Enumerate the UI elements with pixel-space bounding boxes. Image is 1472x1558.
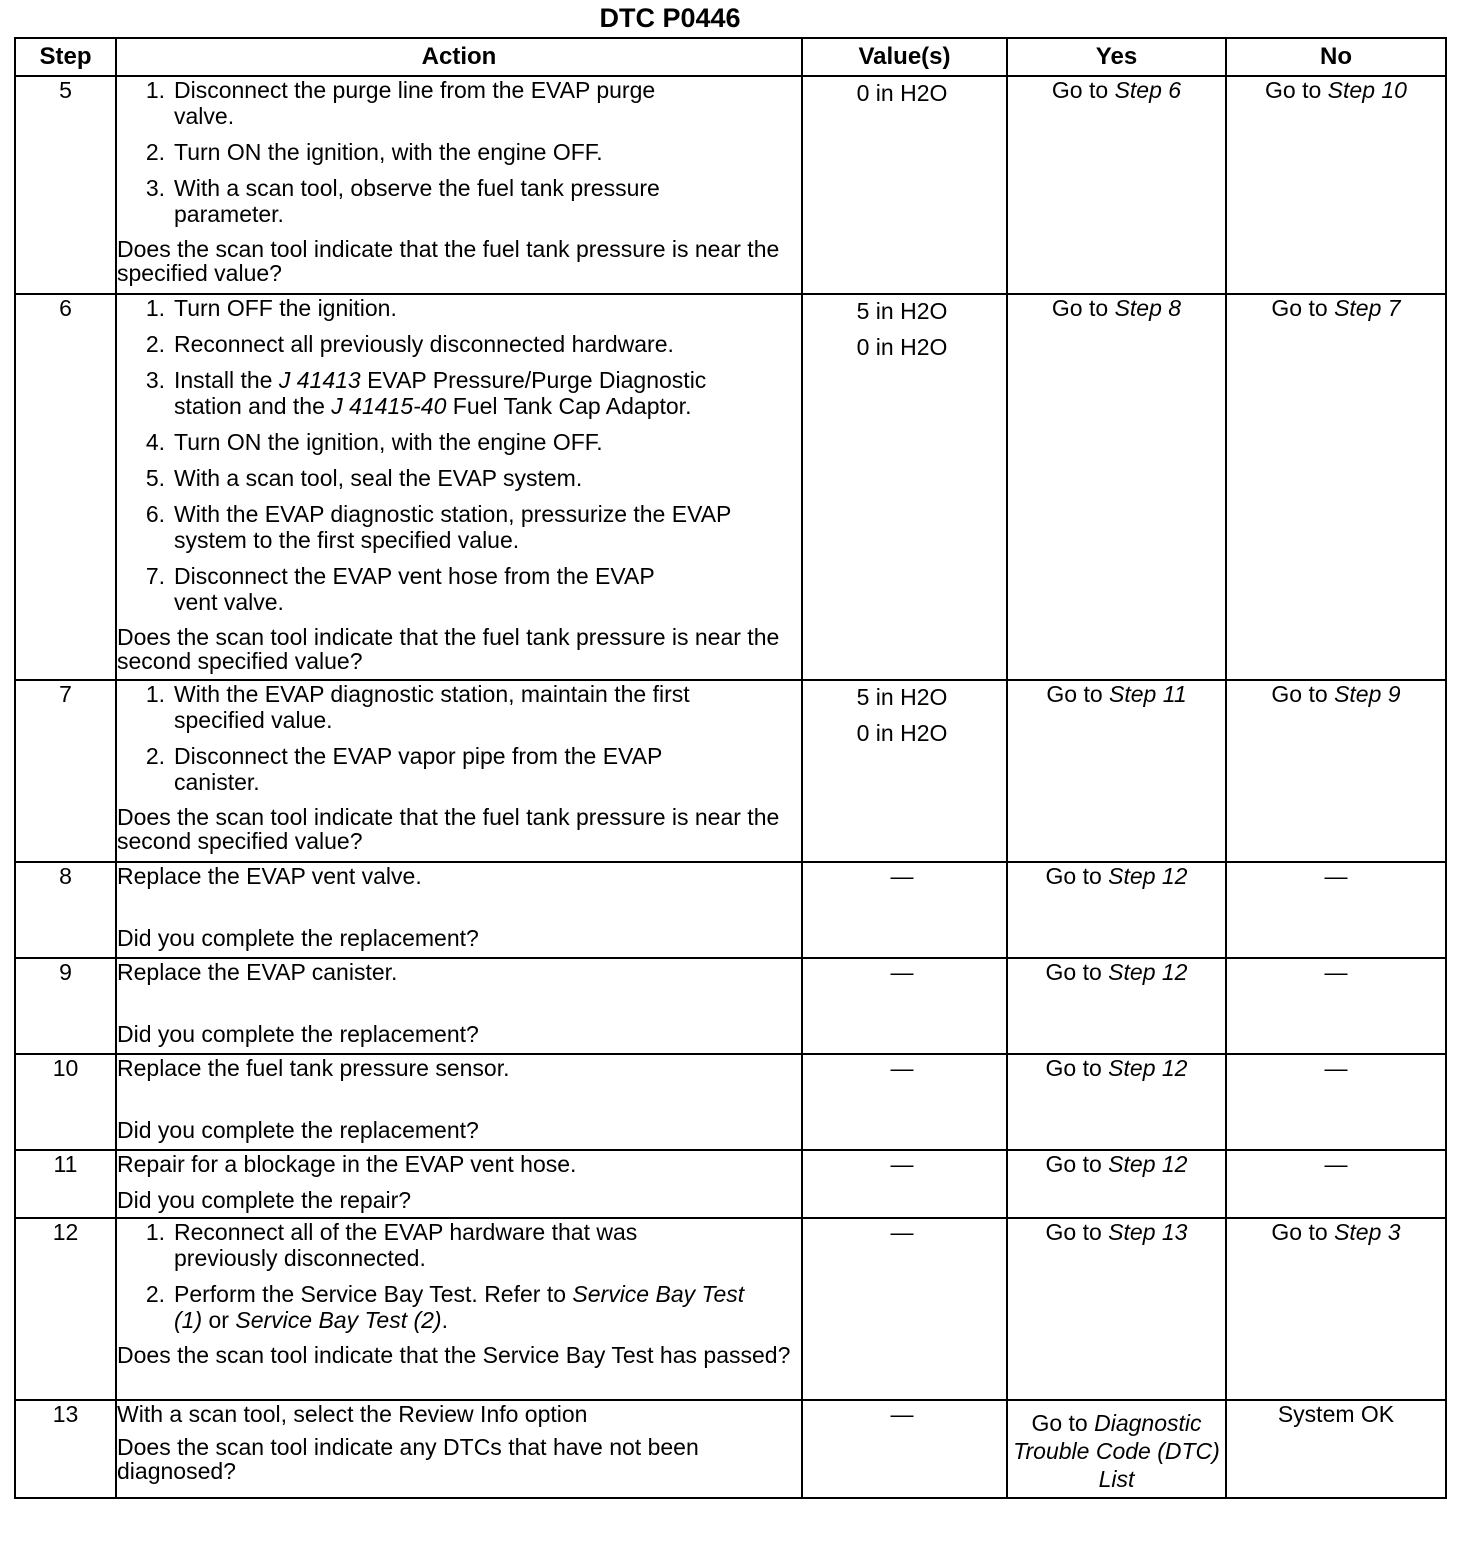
value-text: 0 in H2O [856, 80, 948, 106]
step-link[interactable]: Step 13 [1108, 1219, 1188, 1245]
action-instruction: Replace the EVAP canister. [117, 959, 398, 985]
yes-cell [1007, 1150, 1226, 1218]
action-item: 1. Reconnect all of the EVAP hardware that was previously disconnected. [145, 1219, 638, 1271]
yes-prefix: Go to [1045, 959, 1109, 985]
yes-prefix: Go to [1031, 1410, 1095, 1436]
yes-prefix: Go to [1046, 681, 1110, 707]
header-action: Action [116, 38, 802, 76]
no-cell: System OK [1226, 1400, 1446, 1498]
no-prefix: Go to [1271, 295, 1335, 321]
yes-prefix: Go to [1045, 1055, 1109, 1081]
yes-prefix: Go to [1051, 77, 1115, 103]
yes-prefix: Go to [1045, 1151, 1109, 1177]
action-question: Did you complete the repair? [117, 1187, 412, 1213]
action-question: Does the scan tool indicate that the fuel tank pressure is near the second specified value? [117, 804, 780, 854]
step-link[interactable]: Step 12 [1108, 1151, 1188, 1177]
action-cell [116, 862, 802, 958]
value-cell [802, 1150, 1007, 1218]
action-cell [116, 1150, 802, 1218]
no-prefix: Go to [1265, 77, 1328, 103]
action-question: Does the scan tool indicate that the fuel tank pressure is near the specified value? [117, 236, 780, 286]
action-instruction: With a scan tool, select the Review Info option [117, 1401, 588, 1427]
no-cell [1226, 680, 1446, 862]
action-item: 2. Perform the Service Bay Test. Refer to Service Bay Test (1) or Service Bay Test (2). [145, 1281, 745, 1333]
value-text: 0 in H2O [856, 720, 948, 746]
table-row [15, 1400, 1446, 1498]
no-prefix: Go to [1271, 681, 1335, 707]
action-instruction: Replace the EVAP vent valve. [117, 863, 422, 889]
table-row [15, 76, 1446, 294]
action-item: 3. With a scan tool, observe the fuel tank pressure parameter. [145, 175, 660, 227]
action-item: 5. With a scan tool, seal the EVAP system. [145, 465, 583, 491]
no-prefix: Go to [1271, 1219, 1335, 1245]
value-cell [802, 1054, 1007, 1150]
action-item: 2. Reconnect all previously disconnected hardware. [145, 331, 674, 357]
no-cell [1226, 76, 1446, 294]
yes-cell [1007, 1054, 1226, 1150]
step-number: 8 [15, 862, 116, 958]
header-no: No [1226, 38, 1446, 76]
yes-cell [1007, 294, 1226, 680]
step-link[interactable]: Step 8 [1114, 295, 1182, 321]
tool-reference: J 41413 [278, 367, 361, 393]
step-link[interactable]: Step 12 [1108, 959, 1188, 985]
no-cell [1226, 294, 1446, 680]
action-list [117, 1219, 801, 1333]
step-number: 6 [15, 294, 116, 680]
procedure-link[interactable]: Service Bay Test (2) [235, 1307, 442, 1333]
value-text: — [890, 1151, 914, 1177]
no-cell: — [1226, 862, 1446, 958]
value-text: — [890, 863, 914, 889]
yes-prefix: Go to [1051, 295, 1115, 321]
value-cell [802, 958, 1007, 1054]
yes-cell [1007, 1400, 1226, 1498]
step-number: 13 [15, 1400, 116, 1498]
header-step: Step [15, 38, 116, 76]
table-header-row [15, 38, 1446, 76]
table-row [15, 1218, 1446, 1400]
action-item: 7. Disconnect the EVAP vent hose from the EVAP vent valve. [145, 563, 655, 615]
action-item: 2. Turn ON the ignition, with the engine OFF. [145, 139, 603, 165]
table-row [15, 958, 1446, 1054]
action-cell [116, 1054, 802, 1150]
step-number: 9 [15, 958, 116, 1054]
action-question: Did you complete the replacement? [117, 1117, 479, 1143]
procedure-link[interactable]: Service Bay Test (1) [174, 1281, 745, 1333]
value-cell [802, 294, 1007, 680]
value-cell [802, 862, 1007, 958]
yes-cell [1007, 76, 1226, 294]
action-instruction: Repair for a blockage in the EVAP vent hose. [117, 1151, 577, 1177]
no-cell: — [1226, 1054, 1446, 1150]
action-item: 1. Disconnect the purge line from the EVAP purge valve. [145, 77, 656, 129]
value-text: 0 in H2O [856, 334, 948, 360]
value-cell [802, 680, 1007, 862]
action-question: Does the scan tool indicate that the Service Bay Test has passed? [117, 1342, 791, 1368]
table-row [15, 1054, 1446, 1150]
action-instruction: Replace the fuel tank pressure sensor. [117, 1055, 510, 1081]
value-text: — [890, 1401, 914, 1427]
table-row [15, 680, 1446, 862]
no-cell [1226, 1218, 1446, 1400]
value-cell [802, 76, 1007, 294]
action-item: 1. Turn OFF the ignition. [145, 295, 397, 321]
action-item: 4. Turn ON the ignition, with the engine OFF. [145, 429, 603, 455]
diagnostic-table [14, 37, 1447, 1499]
step-number: 11 [15, 1150, 116, 1218]
header-yes: Yes [1007, 38, 1226, 76]
action-question: Did you complete the replacement? [117, 1021, 479, 1047]
step-number: 7 [15, 680, 116, 862]
step-number: 12 [15, 1218, 116, 1400]
table-row [15, 1150, 1446, 1218]
action-question: Does the scan tool indicate that the fuel tank pressure is near the second specified value? [117, 624, 780, 674]
tool-reference: J 41415-40 [331, 393, 447, 419]
value-text: — [890, 1055, 914, 1081]
action-cell [116, 294, 802, 680]
yes-cell [1007, 862, 1226, 958]
dtc-list-link[interactable]: Diagnostic Trouble Code (DTC) List [1013, 1410, 1220, 1492]
page-title: DTC P0446 [599, 3, 741, 33]
action-cell [116, 680, 802, 862]
no-cell: — [1226, 1150, 1446, 1218]
action-question: Does the scan tool indicate any DTCs that have not been diagnosed? [117, 1434, 699, 1484]
step-link[interactable]: Step 9 [1334, 681, 1401, 707]
action-item: 1. With the EVAP diagnostic station, maintain the first specified value. [145, 681, 690, 733]
yes-prefix: Go to [1045, 1219, 1109, 1245]
step-link[interactable]: Step 10 [1327, 77, 1407, 103]
action-question: Did you complete the replacement? [117, 925, 479, 951]
table-row [15, 294, 1446, 680]
value-cell [802, 1400, 1007, 1498]
value-text: 5 in H2O [856, 684, 948, 710]
no-cell: — [1226, 958, 1446, 1054]
table-row [15, 862, 1446, 958]
step-number: 10 [15, 1054, 116, 1150]
step-link[interactable]: Step 12 [1108, 863, 1188, 889]
step-link[interactable]: Step 12 [1108, 1055, 1188, 1081]
action-list [117, 681, 801, 795]
value-cell [802, 1218, 1007, 1400]
yes-prefix: Go to [1045, 863, 1109, 889]
action-cell [116, 1218, 802, 1400]
action-item: 3. Install the J 41413 EVAP Pressure/Purge Diagnostic station and the J 41415-40 Fuel Tank Cap Adaptor. [145, 367, 707, 419]
value-text: — [890, 959, 914, 985]
yes-cell [1007, 680, 1226, 862]
value-text: — [890, 1219, 914, 1245]
step-number: 5 [15, 76, 116, 294]
action-item: 2. Disconnect the EVAP vapor pipe from the EVAP canister. [145, 743, 662, 795]
yes-cell [1007, 958, 1226, 1054]
action-list [117, 77, 801, 227]
step-link[interactable]: Step 11 [1109, 681, 1187, 707]
action-cell [116, 958, 802, 1054]
action-list [117, 295, 801, 615]
value-text: 5 in H2O [856, 298, 948, 324]
header-values: Value(s) [802, 38, 1007, 76]
step-link[interactable]: Step 3 [1334, 1219, 1401, 1245]
yes-cell [1007, 1218, 1226, 1400]
action-cell [116, 1400, 802, 1498]
action-cell [116, 76, 802, 294]
step-link[interactable]: Step 6 [1114, 77, 1182, 103]
action-item: 6. With the EVAP diagnostic station, pressurize the EVAP system to the first specified value. [145, 501, 731, 553]
step-link[interactable]: Step 7 [1334, 295, 1401, 321]
